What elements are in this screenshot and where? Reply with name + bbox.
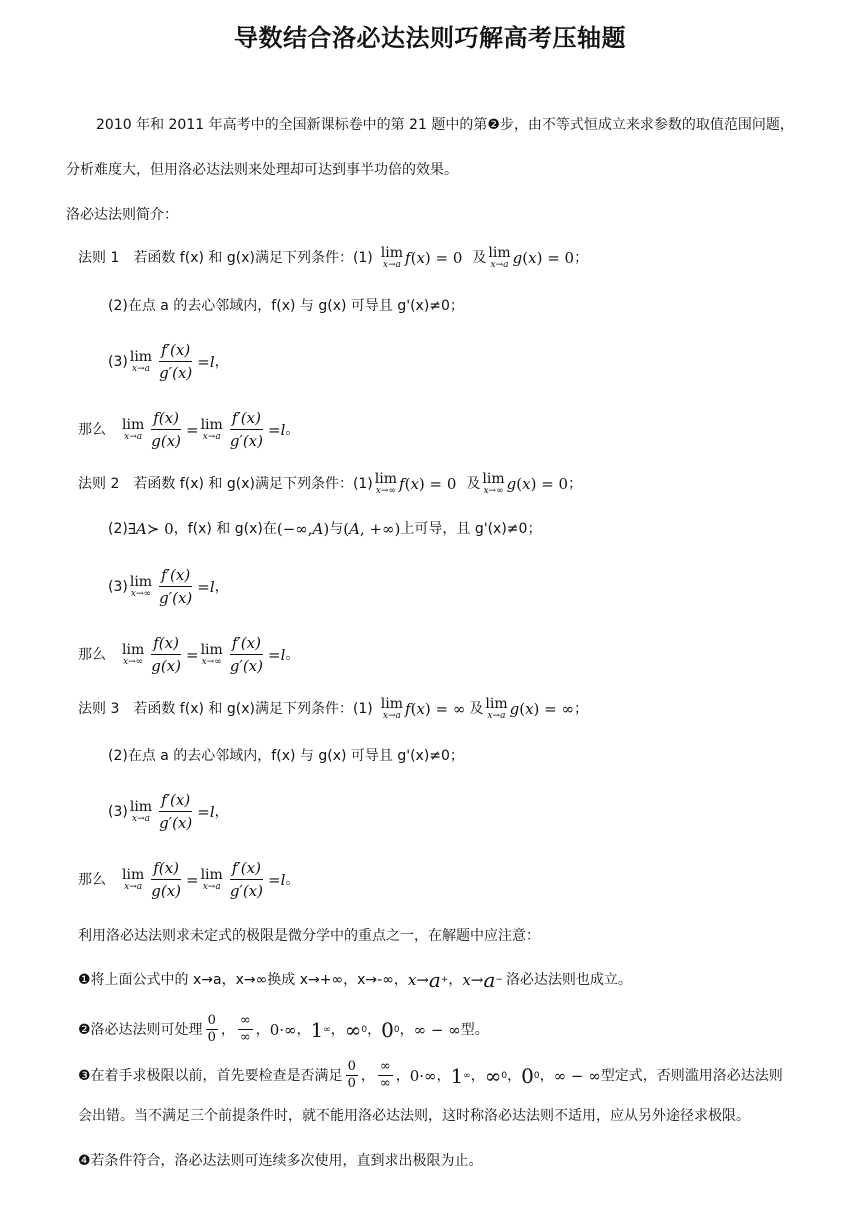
intro-line-2: 分析难度大，但用洛必达法则来处理却可达到事半功倍的效果。 (66, 162, 458, 178)
notes-heading: 利用洛必达法则求未定式的极限是微分学中的重点之一，在解题中应注意： (78, 928, 540, 944)
rule2-cond3: (3) lim x→∞ $\frac{f'(x)}{g'(x)}$ = l ， (108, 566, 229, 607)
rule3-cond2: (2)在点 a 的去心邻域内，f(x) 与 g(x) 可导且 g'(x)≠0； (108, 748, 464, 764)
rule3-then: 那么 lim x→a $\frac{f(x)}{g(x)}$ = lim x→a $\frac{f'(x)}{g'(x)}$ = l 。 (78, 859, 300, 900)
rule1-line: 法则 1 若函数 f(x) 和 g(x)满足下列条件：(1) lim x→a f ( x ) = 0 及 lim x→a g ( x ) = 0 ； (78, 245, 589, 270)
note-4: ❹若条件符合，洛必达法则可连续多次使用，直到求出极限为止。 (78, 1153, 483, 1169)
and-text: 及 (472, 250, 487, 266)
rule3-line: 法则 3 若函数 f(x) 和 g(x)满足下列条件：(1) lim x→a f ( x ) = ∞ 及 lim x→a g ( x ) = ∞ ； (78, 696, 588, 721)
rule2-then: 那么 lim x→∞ $\frac{f(x)}{g(x)}$ = lim x→∞ $\frac{f'(x)}{g'(x)}$ = l 。 (78, 634, 300, 675)
formula-g-limit-zero: g (512, 249, 523, 267)
section-heading: 洛必达法则简介： (66, 207, 178, 223)
rule1-label: 法则 1 (78, 250, 120, 266)
note-1: ❶将上面公式中的 x→a，x→∞换成 x→+∞，x→-∞， x → a + ， x → a − 洛必达法则也成立。 (78, 968, 632, 992)
rule1-cond3: (3) lim x→a $\frac{f'(x)}{g'(x)}$ = l ， (108, 341, 229, 382)
lim-operator: lim x→a (488, 245, 511, 270)
rule1-then: 那么 lim x→a $\frac{f(x)}{g(x)}$ = lim x→a $\frac{f'(x)}{g'(x)}$ = l 。 (78, 409, 300, 450)
rule1-condition: 若函数 f(x) 和 g(x)满足下列条件：(1) (133, 250, 373, 266)
derivative-fraction: $\frac{f'(x)}{g'(x)}$ (159, 341, 193, 382)
note-3-line2: 会出错。当不满足三个前提条件时，就不能用洛必达法则，这时称洛必达法则不适用，应从另外途径求极限。 (78, 1108, 750, 1124)
rule2-cond2: (2) ∃ A ≻ 0 ，f(x) 和 g(x)在 (−∞, A ) 与 ( A , +∞) 上可导，且 g'(x)≠0； (108, 520, 542, 538)
lim-operator: lim x→a (380, 245, 404, 270)
function-fraction: $\frac{f(x)}{g(x)}$ (151, 409, 181, 450)
rule2-line: 法则 2 若函数 f(x) 和 g(x)满足下列条件：(1) lim x→∞ f ( x ) = 0 及 lim x→∞ g ( x ) = 0 ； (78, 471, 583, 496)
page-title: 导数结合洛必达法则巧解高考压轴题 (234, 24, 626, 52)
note-3: ❸在着手求极限以前，首先要检查是否满足 $\frac{0}{0}$ ， $\frac{\infty}{\infty}$ ， 0·∞ ， 1 ∞ ， ∞ 0 ， 0 0 ， ∞ − ∞ 型定式，否则滥用洛必达法则 (78, 1059, 783, 1091)
lim-operator: lim x→a (129, 348, 153, 374)
derivative-fraction: $\frac{f'(x)}{g'(x)}$ (229, 409, 263, 450)
rule3-cond3: (3) lim x→a $\frac{f'(x)}{g'(x)}$ = l ， (108, 791, 229, 832)
formula-f-limit-zero: f (405, 249, 411, 267)
note-2: ❷洛必达法则可处理 $\frac{0}{0}$ ， $\frac{\infty}{\infty}$ ， 0·∞ ， 1 ∞ ， ∞ 0 ， 0 0 ， ∞ − ∞ 型。 (78, 1013, 489, 1045)
intro-line-1: 2010 年和 2011 年高考中的全国新课标卷中的第 21 题中的第❷步，由不等式恒成立来求参数的取值范围问题， (96, 117, 794, 133)
rule1-cond2: (2)在点 a 的去心邻域内，f(x) 与 g(x) 可导且 g'(x)≠0； (108, 298, 464, 314)
